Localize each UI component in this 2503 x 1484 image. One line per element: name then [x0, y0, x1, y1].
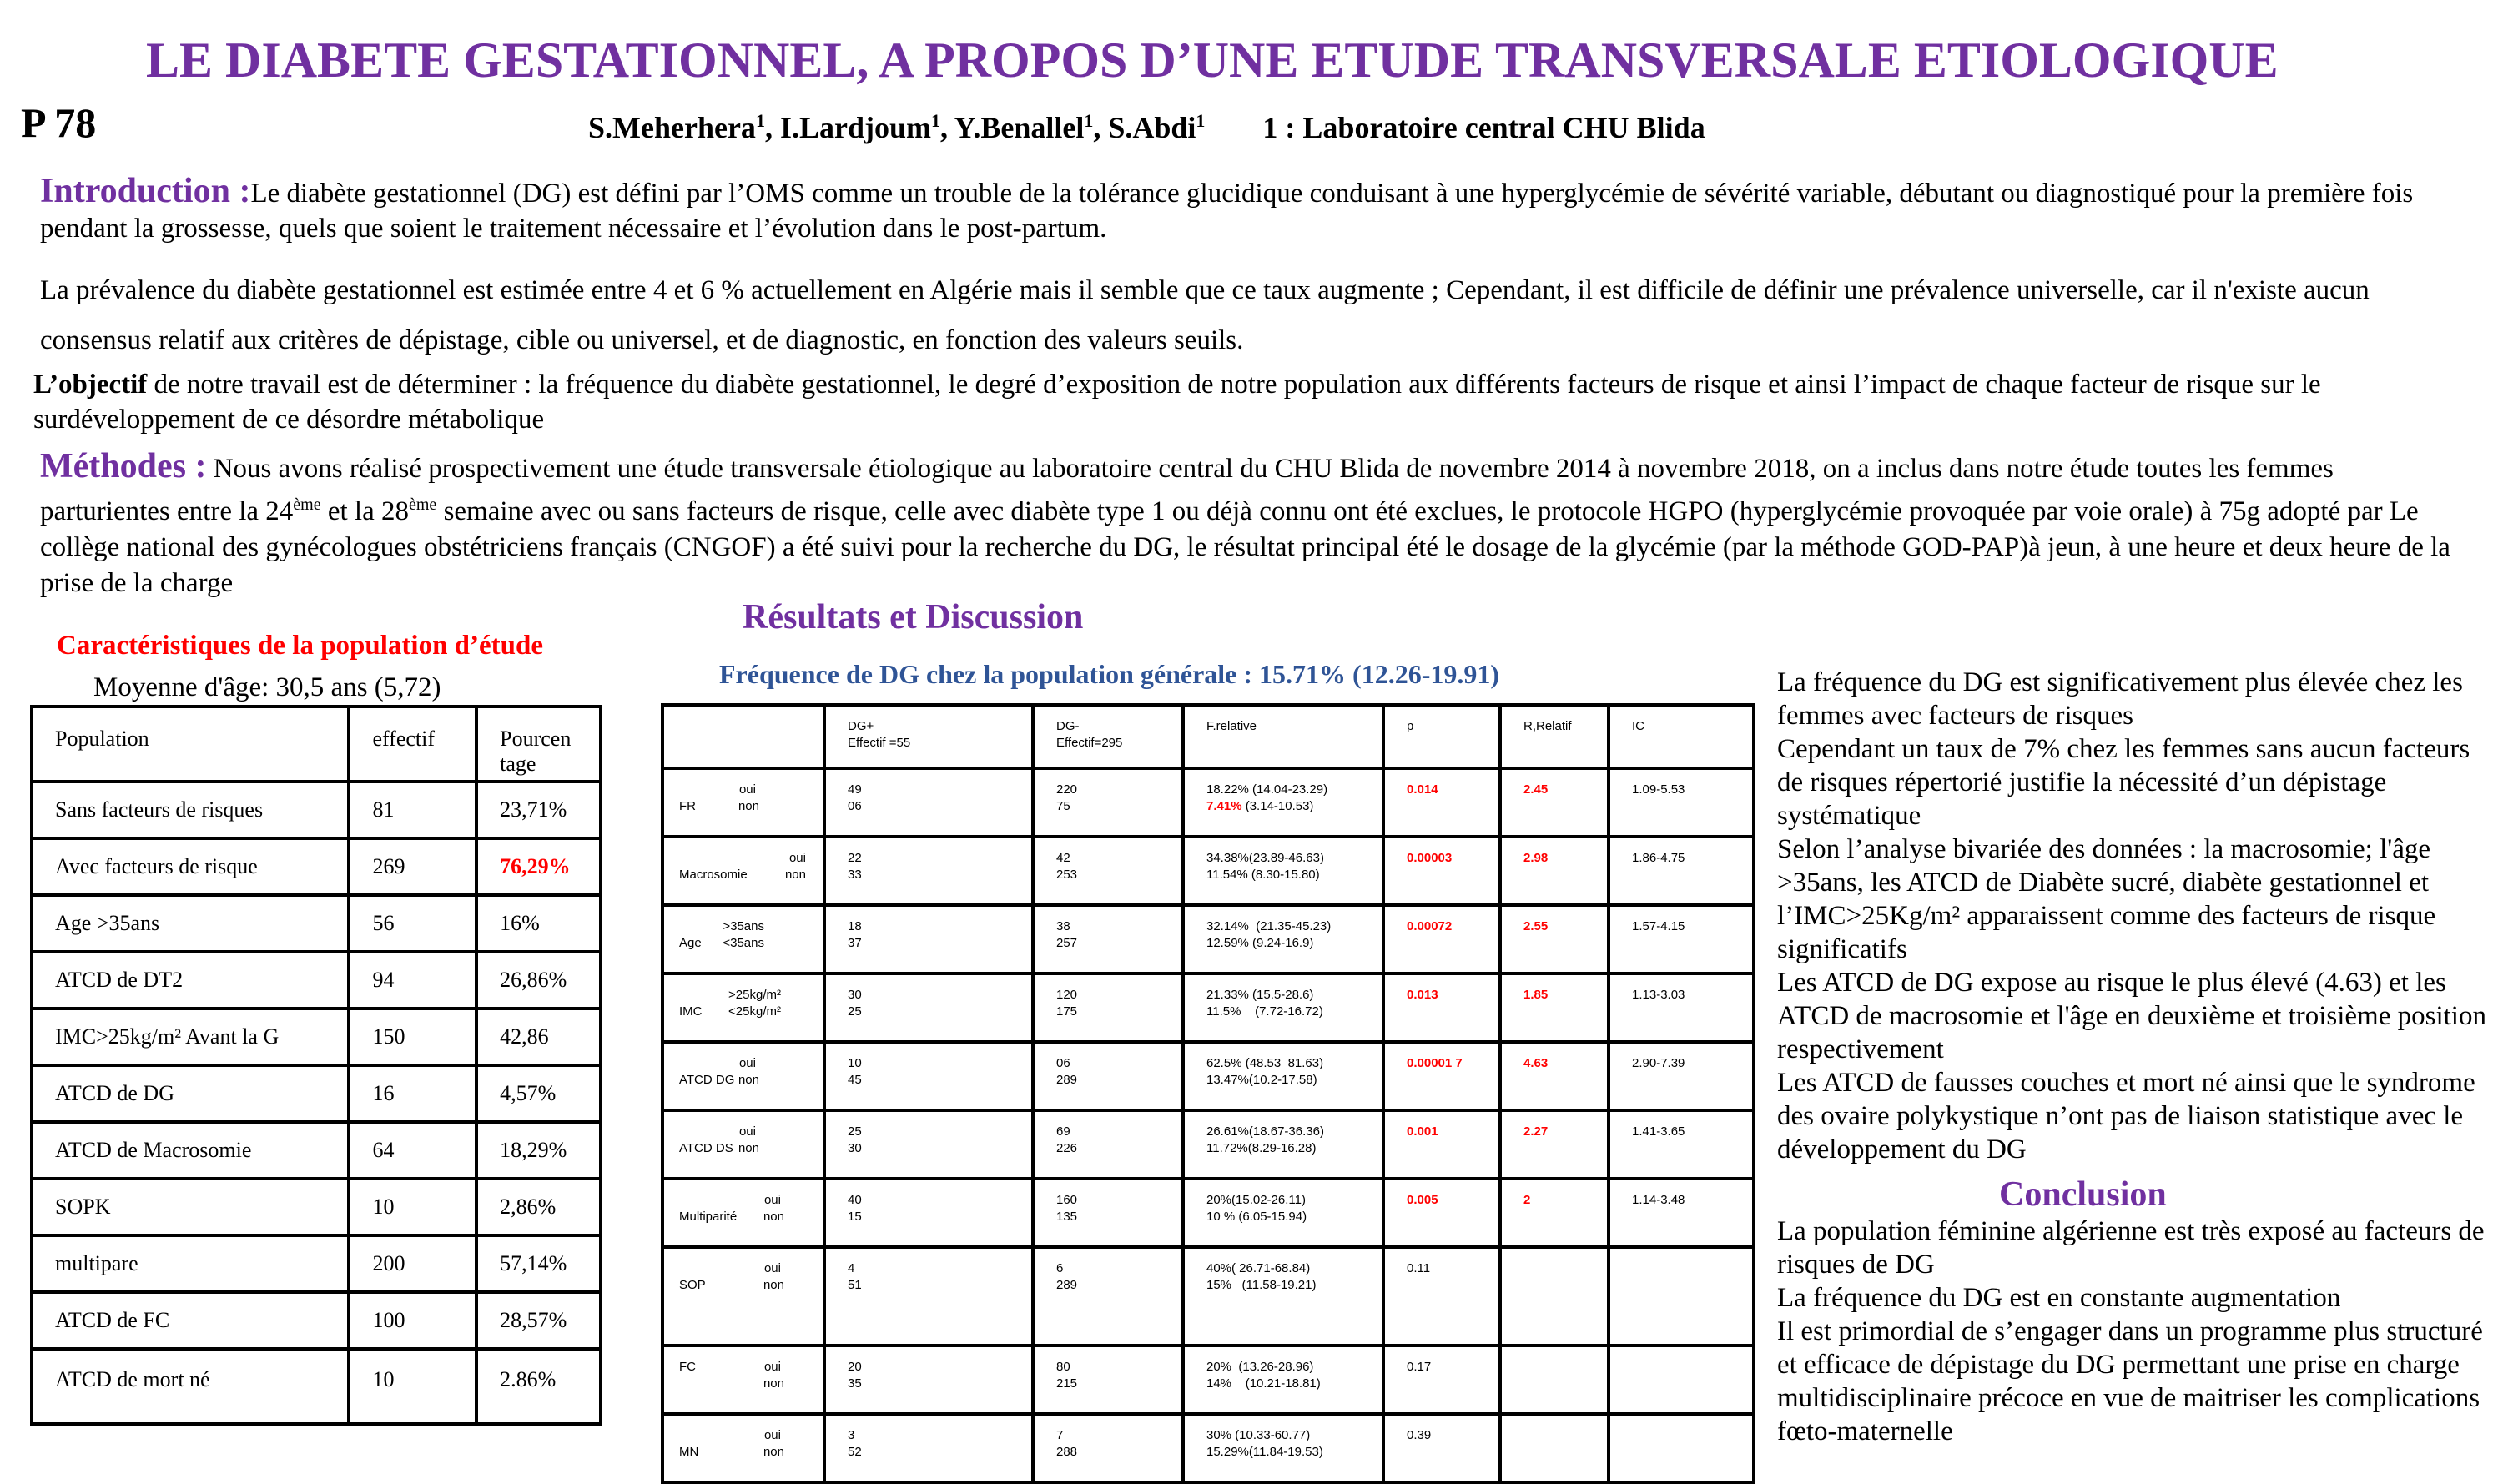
table-row: ATCD DS oui non 25 30 69 226 26.61%(18.67-36.36) 11.72%(8.29-16.28) 0.001 2.27 1.41-3.65 — [662, 1110, 1754, 1179]
objective-heading: L’objectif — [33, 370, 148, 400]
column-header: Population — [32, 707, 349, 782]
table-header-row — [662, 705, 1754, 768]
poster-title: LE DIABETE GESTATIONNEL, A PROPOS D’UNE ETUDE TRANSVERSALE ETIOLOGIQUE — [146, 33, 2279, 88]
population-table — [30, 705, 602, 1426]
table-row: Multiparité oui non 40 15 160 135 20%(15.02-26.11) 10 % (6.05-15.94) 0.005 2 1.14-3.48 — [662, 1179, 1754, 1247]
column-header: DG- Effectif=295 — [1033, 705, 1183, 768]
author-name: S.Meherhera — [588, 111, 756, 144]
table-row: IMC >25kg/m² <25kg/m² 30 25 120 175 21.33% (15.5-28.6) 11.5% (7.72-16.72) 0.013 1.85 1.13-3.03 — [662, 973, 1754, 1042]
table-row: ATCD DG oui non 10 45 06 289 62.5% (48.53_81.63) 13.47%(10.2-17.58) 0.00001 7 4.63 2.90-7.39 — [662, 1042, 1754, 1110]
prevalence-text: La prévalence du diabète gestationnel est estimée entre 4 et 6 % actuellement en Algérie mais il semble que ce taux augmente ; Cependant, il est difficile de définir une prévalence universelle, car il n'existe aucun consensus relatif aux critères de dépistage, cible ou universel, et de diagnostic, en fonction des valeurs seuils. — [40, 275, 2370, 355]
table-row: IMC>25kg/m² Avant la G 150 42,86 — [32, 1009, 601, 1065]
table-row: MN oui non 3 52 7 288 30% (10.33-60.77) 15.29%(11.84-19.53) 0.39 — [662, 1414, 1754, 1482]
conclusion-paragraph: La population féminine algérienne est très exposé au facteurs de risques de DG — [1777, 1216, 2485, 1280]
table-row: ATCD de DG 16 4,57% — [32, 1065, 601, 1122]
author-line: S.Meherhera$^1$, I.Lardjoum$^1$, Y.Benallel$^1$, S.Abdi$^1$ 1 : Laboratoire central CHU Blida — [588, 110, 1705, 144]
discussion-paragraph: Les ATCD de fausses couches et mort né ainsi que le syndrome des ovaire polykystique n’ont pas de liaison statistique avec le développement du DG — [1777, 1068, 2475, 1165]
column-header: R,Relatif — [1500, 705, 1609, 768]
highlight-value: 76,29% — [476, 838, 601, 895]
risk-factor-table — [661, 703, 1755, 1484]
table-row: Sans facteurs de risques 81 23,71% — [32, 782, 601, 838]
methods-section: Méthodes : Nous avons réalisé prospectivement une étude transversale étiologique au laboratoire central du CHU Blida de novembre 2014 à novembre 2018, on a inclus dans notre étude toutes les femmes parturientes entre la 24ème et la 28ème semaine avec ou sans facteurs de risque, celle avec diabète type 1 ou déjà connu ont été exclues, le protocole HGPO (hyperglycémie provoquée par voie orale) à 75g adopté par Le collège national des gynécologues obstétriciens français (CNGOF) a été suivi pour la recherche du DG, le résultat principal été le dosage de la glycémie (par la méthode GOD-PAP)à jeun, à une heure et deux heure de la prise de la charge — [40, 447, 2450, 598]
author-name: Y.Benallel — [954, 111, 1085, 144]
column-header — [662, 705, 824, 768]
highlight-value: 7.41% — [1206, 799, 1242, 813]
table-row: FC oui non 20 35 80 215 20% (13.26-28.96) 14% (10.21-18.81) 0.17 — [662, 1346, 1754, 1414]
table-row: SOPK 10 2,86% — [32, 1179, 601, 1235]
table-row: Avec facteurs de risque 269 76,29% — [32, 838, 601, 895]
poster-number: P 78 — [21, 99, 97, 146]
table-header-row — [32, 707, 601, 782]
introduction-text: Le diabète gestationnel (DG) est défini par l’OMS comme un trouble de la tolérance glucidique conduisant à une hyperglycémie de sévérité variable, débutant ou diagnostiqué pour la première fois pendant la grossesse, quels que soient le traitement nécessaire et l’évolution dans le post-partum. — [40, 179, 2414, 244]
objective-text: de notre travail est de déterminer : la fréquence du diabète gestationnel, le degré d’exposition de notre population aux différents facteurs de risque et ainsi l’impact de chaque facteur de risque sur le surdéveloppement de ce désordre métabolique — [33, 370, 2321, 435]
discussion-paragraph: Les ATCD de DG expose au risque le plus élevé (4.63) et les ATCD de macrosomie et l'âge en deuxième et troisième position respectivement — [1777, 968, 2486, 1064]
table-row: FR oui non 49 06 220 75 18.22% (14.04-23.29) 7.41% (3.14-10.53) 0.014 2.45 1.09-5.53 — [662, 768, 1754, 837]
results-heading: Résultats et Discussion — [743, 598, 1084, 636]
objective-section — [33, 367, 2453, 437]
author-name: S.Abdi — [1108, 111, 1196, 144]
table-row: multipare 200 57,14% — [32, 1235, 601, 1292]
population-heading: Caractéristiques de la population d’étude — [57, 631, 544, 661]
table-row: Age >35ans 56 16% — [32, 895, 601, 952]
table-row: SOP oui non 4 51 6 289 40%( 26.71-68.84) 15% (11.58-19.21) 0.11 — [662, 1247, 1754, 1346]
conclusion-paragraph: Il est primordial de s’engager dans un programme plus structuré et efficace de dépistage du DG permettant une prise en charge multidisciplinaire précoce en vue de maitriser les complications fœto-maternelle — [1777, 1316, 2483, 1446]
column-header: IC — [1609, 705, 1754, 768]
introduction-section — [40, 174, 2443, 246]
conclusion-paragraph: La fréquence du DG est en constante augmentation — [1777, 1283, 2341, 1313]
frequency-heading: Fréquence de DG chez la population générale : 15.71% (12.26-19.91) — [719, 659, 1499, 689]
conclusion-text — [1777, 1215, 2495, 1448]
author-name: I.Lardjoum — [779, 111, 931, 144]
table-row: ATCD de DT2 94 26,86% — [32, 952, 601, 1009]
table-row: ATCD de FC 100 28,57% — [32, 1292, 601, 1349]
conclusion-heading: Conclusion — [1999, 1175, 2167, 1214]
methods-heading: Méthodes : — [40, 447, 207, 485]
affiliation: 1 : Laboratoire central CHU Blida — [1262, 111, 1705, 144]
discussion-paragraph: La fréquence du DG est significativement plus élevée chez les femmes avec facteurs de risques — [1777, 667, 2463, 731]
column-header: DG+ Effectif =55 — [824, 705, 1033, 768]
discussion-paragraph: Cependant un taux de 7% chez les femmes sans aucun facteurs de risques répertorié justifie la nécessité d’un dépistage systématique — [1777, 734, 2470, 831]
discussion-text — [1777, 666, 2495, 1166]
column-header: p — [1383, 705, 1500, 768]
discussion-paragraph: Selon l’analyse bivariée des données : la macrosomie; l'âge >35ans, les ATCD de Diabète sucré, diabète gestationnel et l’IMC>25Kg/m² apparaissent comme des facteurs de risque significatifs — [1777, 834, 2436, 964]
introduction-heading: Introduction : — [40, 172, 251, 210]
table-row: ATCD de mort né 10 2.86% — [32, 1349, 601, 1424]
column-header: Pourcen tage — [476, 707, 601, 782]
table-row: ATCD de Macrosomie 64 18,29% — [32, 1122, 601, 1179]
mean-age: Moyenne d'âge: 30,5 ans (5,72) — [93, 672, 441, 702]
table-row: Macrosomie oui non 22 33 42 253 34.38%(23.89-46.63) 11.54% (8.30-15.80) 0.00003 2.98 1.86-4.75 — [662, 837, 1754, 905]
column-header: F.relative — [1183, 705, 1383, 768]
column-header: effectif — [349, 707, 476, 782]
table-row: Age >35ans <35ans 18 37 38 257 32.14% (21.35-45.23) 12.59% (9.24-16.9) 0.00072 2.55 1.57-4.15 — [662, 905, 1754, 973]
